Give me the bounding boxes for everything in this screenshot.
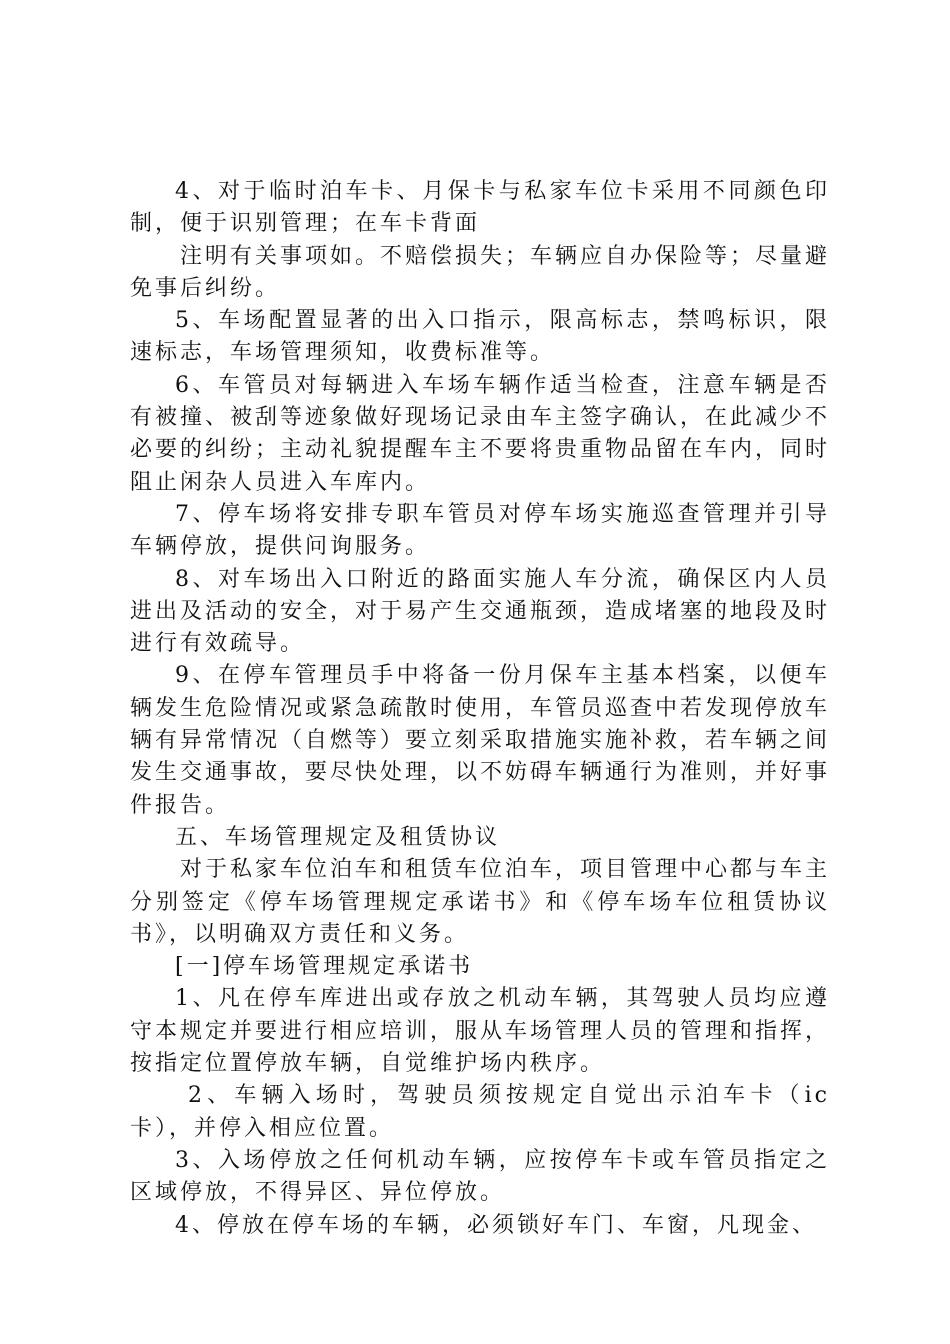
- paragraph-rule-2: 2、车辆入场时，驾驶员须按规定自觉出示泊车卡（ic卡），并停入相应位置。: [130, 1083, 830, 1141]
- paragraph-item-8-traffic: 8、对车场出入口附近的路面实施人车分流，确保区内人员进出及活动的安全，对于易产生交通瓶颈，造成堵塞的地段及时进行有效疏导。: [130, 566, 831, 657]
- section-heading-regulations: 五、车场管理规定及租赁协议: [175, 824, 501, 850]
- paragraph-item-6-inspection: 6、车管员对每辆进入车场车辆作适当检查，注意车辆是否有被撞、被刮等迹象做好现场记录由车主签字确认，在此减少不必要的纠纷；主动礼貌提醒车主不要将贵重物品留在车内，同时阻止闲杂人员进入车库内。: [130, 372, 831, 495]
- paragraph-rule-4: 4、停放在停车场的车辆，必须锁好车门、车窗，凡现金、: [175, 1212, 817, 1238]
- paragraph-agreements: 对于私家车位泊车和租赁车位泊车，项目管理中心都与车主分别签定《停车场管理规定承诺书》和《停车场车位租赁协议书》，以明确双方责任和义务。: [130, 857, 831, 947]
- paragraph-item-9-archive: 9、在停车管理员手中将备一份月保车主基本档案，以便车辆发生危险情况或紧急疏散时使用，车管员巡查中若发现停放车辆有异常情况（自燃等）要立刻采取措施实施补救，若车辆之间发生交通事故，要尽快处理，以不妨碍车辆通行为准则，并好事件报告。: [130, 663, 831, 818]
- paragraph-item-4-card-colors: 4、对于临时泊车卡、月保卡与私家车位卡采用不同颜色印制，便于识别管理；在车卡背面: [130, 179, 830, 237]
- subsection-heading-commitment: [一]停车场管理规定承诺书: [175, 954, 474, 980]
- paragraph-item-7-patrol: 7、停车场将安排专职车管员对停车场实施巡查管理并引导车辆停放，提供问询服务。: [130, 501, 830, 560]
- paragraph-item-5-signage: 5、车场配置显著的出入口指示，限高标志，禁鸣标识，限速标志，车场管理须知，收费标准等。: [130, 308, 830, 366]
- paragraph-card-notes: 注明有关事项如。不赔偿损失；车辆应自办保险等；尽量避免事后纠纷。: [130, 243, 831, 301]
- paragraph-rule-3: 3、入场停放之任何机动车辆，应按停车卡或车管员指定之区域停放，不得异区、异位停放。: [130, 1147, 830, 1206]
- paragraph-rule-1: 1、凡在停车库进出或存放之机动车辆，其驾驶人员均应遵守本规定并要进行相应培训，服从车场管理人员的管理和指挥，按指定位置停放车辆，自觉维护场内秩序。: [130, 986, 831, 1077]
- document-body: [130, 176, 830, 1242]
